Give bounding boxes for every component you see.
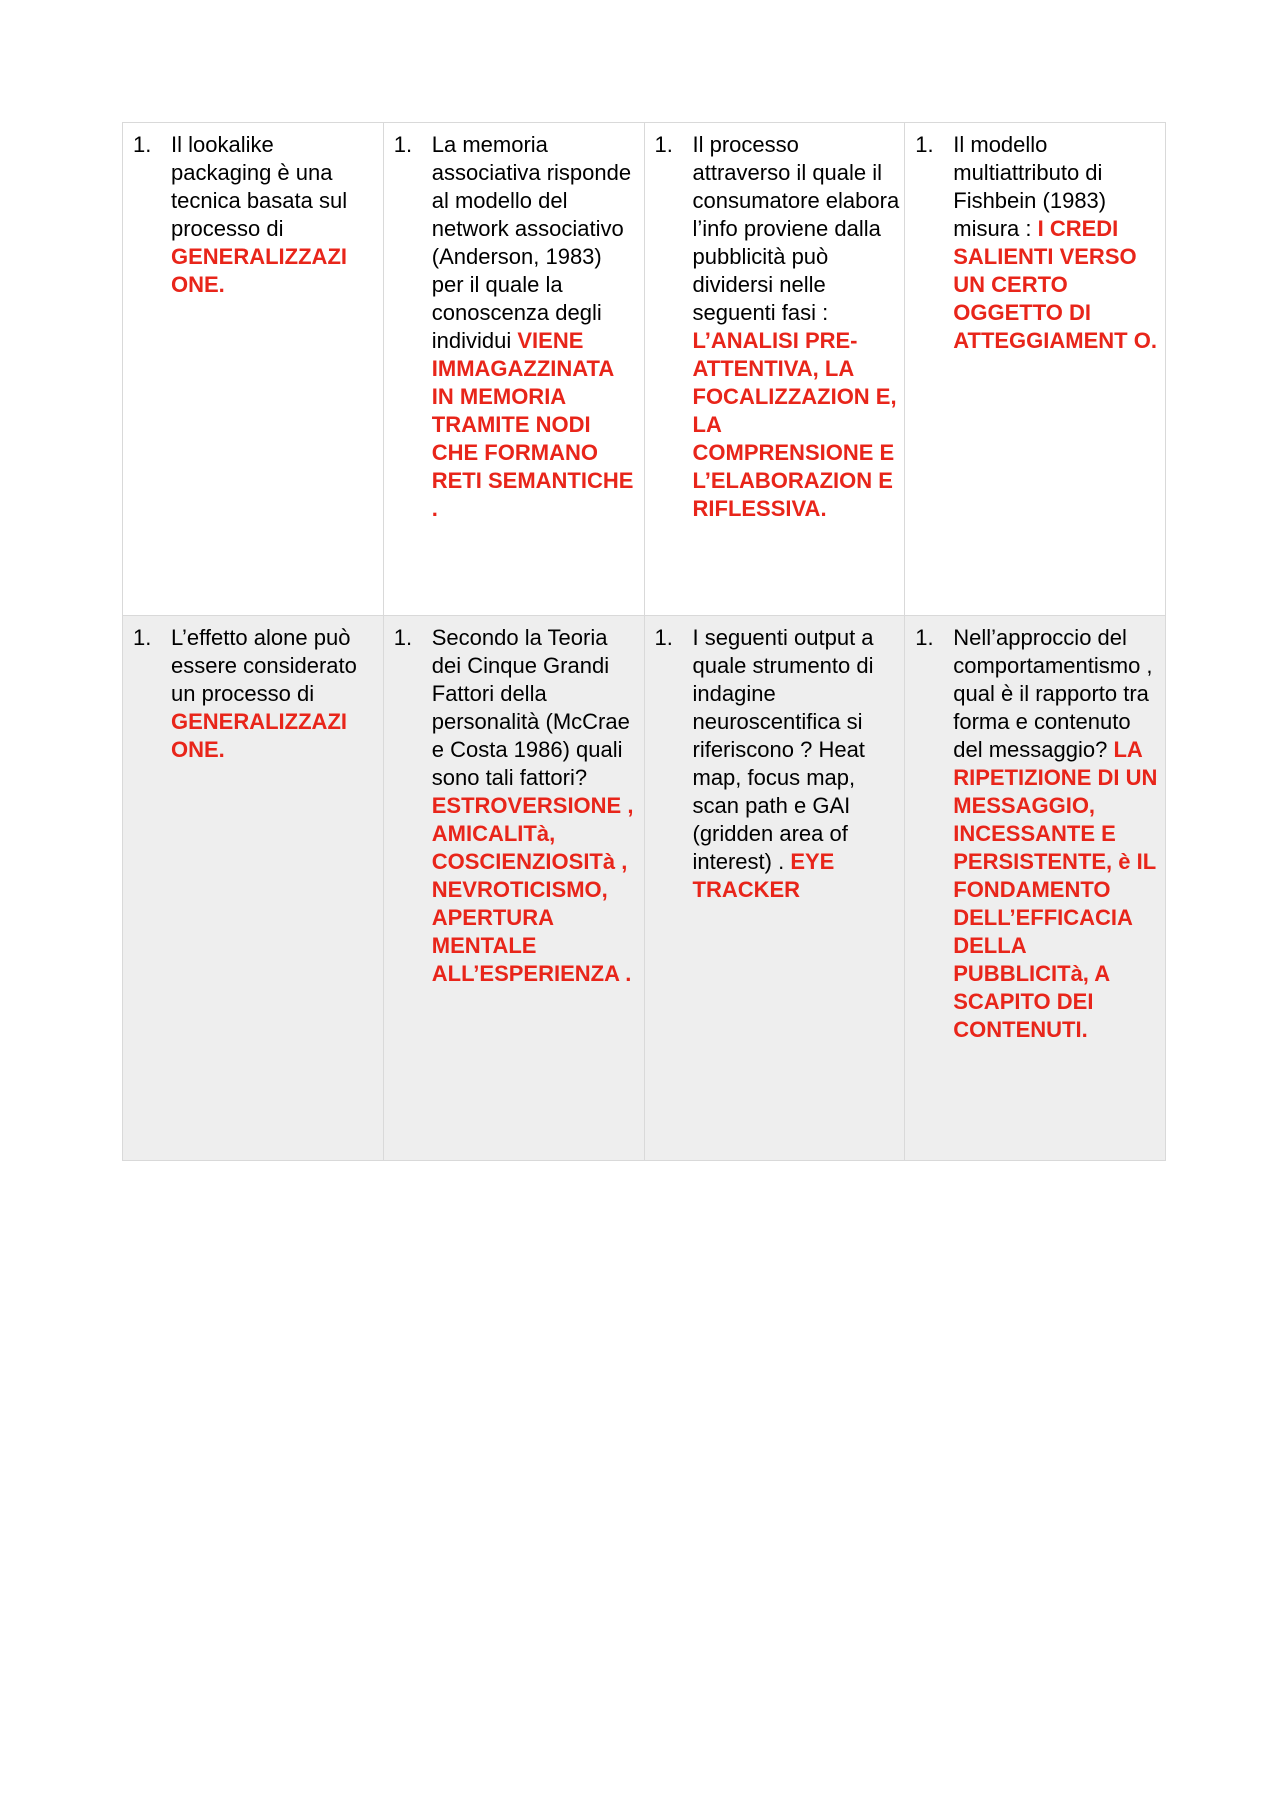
list-number: 1. — [393, 132, 413, 157]
list-item — [913, 624, 1161, 1044]
answer-text: GENERALIZZAZI ONE. — [171, 244, 347, 297]
question-text: Il lookalike packaging è una tecnica basata sul processo di — [171, 132, 348, 241]
answer-text: VIENE IMMAGAZZINATA IN MEMORIA TRAMITE NODI CHE FORMANO RETI SEMANTICHE . — [431, 328, 634, 521]
list-item — [913, 131, 1161, 355]
answer-text: I CREDI SALIENTI VERSO UN CERTO OGGETTO DI ATTEGGIAMENT O. — [953, 216, 1157, 353]
table-cell — [383, 123, 644, 616]
question-text: Nell’approccio del comportamentismo , qual è il rapporto tra forma e contenuto del messaggio? — [953, 625, 1153, 762]
question-text: Il modello multiattributo di Fishbein (1983) misura : — [953, 132, 1107, 241]
list-item — [131, 624, 379, 764]
table-cell — [905, 123, 1166, 616]
quiz-table — [122, 122, 1166, 1161]
answer-text: LA RIPETIZIONE DI UN MESSAGGIO, INCESSANTE E PERSISTENTE, è IL FONDAMENTO DELL’EFFICACIA DELLA PUBBLICITà, A SCAPITO DEI CONTENUTI. — [953, 737, 1158, 1042]
table-row — [123, 123, 1166, 616]
list-item — [392, 131, 640, 523]
list-item — [392, 624, 640, 988]
list-number: 1. — [915, 132, 934, 157]
answer-text: EYE TRACKER — [692, 849, 835, 902]
list-number: 1. — [654, 625, 673, 650]
list-item — [131, 131, 379, 299]
table-row — [123, 616, 1166, 1161]
answer-text: L’ANALISI PRE- ATTENTIVA, LA FOCALIZZAZION E, LA COMPRENSIONE E L’ELABORAZION E RIFLESSIVA. — [692, 328, 897, 521]
table-cell — [905, 616, 1166, 1161]
list-number: 1. — [915, 625, 934, 650]
table-cell — [383, 616, 644, 1161]
question-text: L’effetto alone può essere considerato un processo di — [171, 625, 357, 706]
question-text: Secondo la Teoria dei Cinque Grandi Fattori della personalità (McCrae e Costa 1986) quali sono tali fattori? — [431, 625, 630, 790]
table-cell — [123, 123, 384, 616]
list-number: 1. — [654, 132, 673, 157]
answer-text: GENERALIZZAZI ONE. — [171, 709, 347, 762]
list-number: 1. — [133, 625, 152, 650]
list-number: 1. — [133, 132, 152, 157]
table-cell — [644, 123, 905, 616]
list-item — [653, 131, 901, 523]
table-cell — [644, 616, 905, 1161]
list-number: 1. — [393, 625, 413, 650]
list-item — [653, 624, 901, 904]
question-text: Il processo attraverso il quale il consumatore elabora l’info proviene dalla pubblicità può dividersi nelle seguenti fasi : — [692, 132, 900, 325]
question-text: I seguenti output a quale strumento di indagine neuroscentifica si riferiscono ? Heat map, focus map, scan path e GAI (gridden area of interest) . — [692, 625, 874, 874]
answer-text: ESTROVERSIONE , AMICALITà, COSCIENZIOSITà , NEVROTICISMO, APERTURA MENTALE ALL’ESPERIENZA . — [431, 793, 634, 986]
question-text: La memoria associativa risponde al modello del network associativo (Anderson, 1983) per il quale la conoscenza degli individui — [431, 132, 632, 353]
table-cell — [123, 616, 384, 1161]
